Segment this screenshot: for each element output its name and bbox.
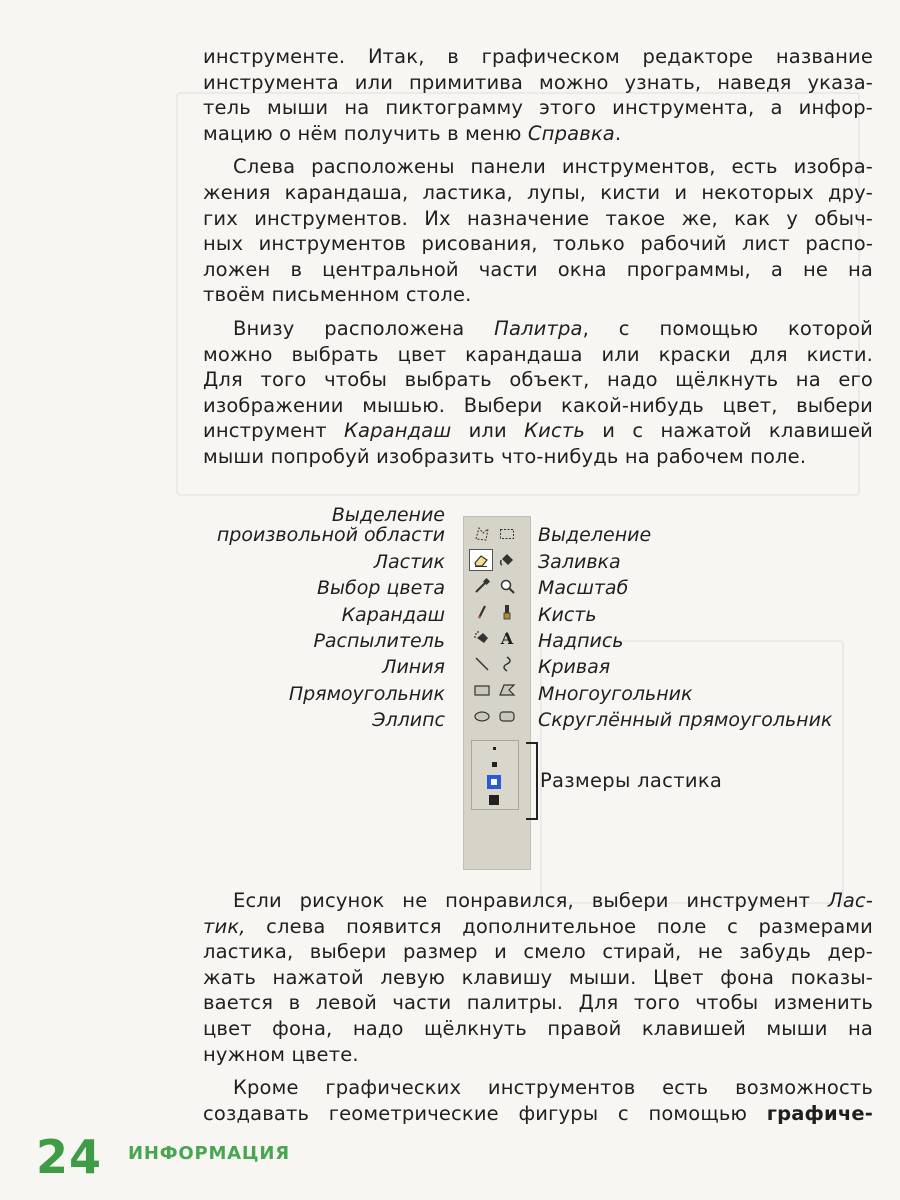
text-line: тик, слева появится дополнительное поле с размерами — [203, 914, 873, 938]
text-line: инструмент Карандаш или Кисть и с нажатой клавишей — [203, 419, 873, 443]
color-picker-tool[interactable] — [470, 575, 494, 597]
eraser-term: Лас- — [828, 889, 873, 912]
eraser-icon — [472, 551, 490, 569]
pencil-term: Карандаш — [344, 419, 452, 443]
eraser-tool[interactable] — [469, 549, 493, 571]
label-airbrush: Распылитель — [313, 630, 445, 652]
paint-toolbar — [463, 516, 531, 870]
text-line: твоём письменном столе. — [203, 283, 472, 307]
rounded-rectangle-icon — [498, 707, 516, 725]
text-line: гих инструментов. Их назначение такое же, как у обыч- — [203, 206, 873, 230]
curve-icon — [498, 655, 516, 673]
text-line: нужном цвете. — [203, 1042, 359, 1066]
text-line: изображении мышью. Выбери какой-нибудь цвет, выбери — [203, 393, 873, 417]
label-ellipse: Эллипс — [372, 709, 445, 731]
text-line: цвет фона, надо щёлкнуть правой клавишей мыши на — [203, 1016, 873, 1040]
text-line: ных инструментов рисования, только рабочий лист распо- — [203, 232, 873, 256]
label-fill: Заливка — [538, 551, 621, 573]
text-block-top — [203, 44, 873, 478]
text-line: вается в левой части палитры. Для того чтобы изменить — [203, 991, 873, 1015]
rect-select-icon — [498, 525, 516, 543]
text-line: Для того чтобы выбрать объект, надо щёлкнуть на его — [203, 368, 873, 392]
text-line: Если рисунок не понравился, выбери инструмент Лас- — [233, 889, 873, 912]
label-brush: Кисть — [538, 604, 597, 626]
eraser-size-4[interactable] — [489, 795, 499, 805]
text-line: жать нажатой левую клавишу мыши. Цвет фона показы- — [203, 965, 873, 989]
text-block-bottom — [203, 888, 873, 1134]
rectangle-icon — [473, 681, 491, 699]
paint-bucket-icon — [498, 551, 516, 569]
text-line: создавать геометрические фигуры с помощью графиче- — [203, 1101, 873, 1125]
label-free-select-2: произвольной области — [216, 524, 445, 546]
paragraph-5 — [203, 1075, 873, 1126]
spray-can-icon — [473, 629, 491, 647]
label-zoom: Масштаб — [538, 577, 629, 599]
pencil-icon — [473, 603, 491, 621]
eyedropper-icon — [473, 577, 491, 595]
free-select-tool[interactable] — [470, 523, 494, 545]
label-line: Линия — [382, 656, 445, 678]
zoom-tool[interactable] — [495, 575, 519, 597]
rectangle-tool[interactable] — [470, 679, 494, 701]
text-line: мыши попробуй изобразить что-нибудь на рабочем поле. — [203, 444, 807, 468]
eraser-size-2[interactable] — [492, 762, 497, 767]
label-eraser: Ластик — [373, 551, 445, 573]
curve-tool[interactable] — [495, 653, 519, 675]
label-curve: Кривая — [538, 656, 611, 678]
label-pencil: Карандаш — [341, 604, 445, 626]
polygon-icon — [498, 681, 516, 699]
paragraph-1 — [203, 44, 873, 146]
free-select-icon — [473, 525, 491, 543]
text-line: ложен в центральной части окна программы, а не на — [203, 257, 873, 281]
label-rounded-rectangle: Скруглённый прямоугольник — [538, 709, 833, 731]
label-free-select-1: Выделение — [331, 504, 445, 526]
ellipse-icon — [473, 707, 491, 725]
text-line: инструмента или примитива можно узнать, наведя указа- — [203, 70, 873, 94]
label-select: Выделение — [538, 524, 652, 546]
paragraph-4 — [203, 888, 873, 1067]
graphic-term: графиче- — [766, 1101, 873, 1125]
eraser-size-selector — [471, 740, 519, 810]
text-line: Внизу расположена Палитра, с помощью которой — [233, 316, 873, 340]
line-icon — [473, 655, 491, 673]
paragraph-3 — [203, 316, 873, 470]
brush-tool[interactable] — [495, 601, 519, 623]
text-line: можно выбрать цвет карандаша или краски для кисти. — [203, 342, 873, 366]
subject-title: ИНФОРМАЦИЯ — [128, 1143, 290, 1164]
magnifier-icon — [498, 577, 516, 595]
eraser-size-1[interactable] — [493, 747, 496, 750]
letter-a-icon: A — [500, 628, 514, 648]
label-color-picker: Выбор цвета — [316, 577, 445, 599]
polygon-tool[interactable] — [495, 679, 519, 701]
page-number: 24 — [36, 1130, 103, 1184]
eraser-sizes-label: Размеры ластика — [540, 769, 723, 792]
brush-icon — [498, 603, 516, 621]
eraser-size-3-selected[interactable] — [487, 775, 501, 789]
paragraph-2 — [203, 154, 873, 308]
eraser-size-bracket — [526, 742, 538, 820]
palette-term: Палитра — [494, 316, 583, 340]
label-rectangle: Прямоугольник — [288, 683, 445, 705]
rounded-rectangle-tool[interactable] — [495, 705, 519, 727]
ellipse-tool[interactable] — [470, 705, 494, 727]
text-line: Слева расположены панели инструментов, есть изобра- — [233, 155, 873, 179]
text-line: мацию о нём получить в меню Справка. — [203, 121, 622, 145]
airbrush-tool[interactable] — [470, 627, 494, 649]
fill-tool[interactable] — [495, 549, 519, 571]
text-line: тель мыши на пиктограмму этого инструмента, а инфор- — [203, 96, 873, 120]
text-line: жения карандаша, ластика, лупы, кисти и некоторых дру- — [203, 180, 873, 204]
menu-name-help: Справка — [527, 121, 615, 145]
pencil-tool[interactable] — [470, 601, 494, 623]
line-tool[interactable] — [470, 653, 494, 675]
text-line: инструменте. Итак, в графическом редакторе название — [203, 45, 873, 68]
text-line: ластика, выбери размер и смело стирай, не забудь дер- — [203, 940, 873, 964]
label-polygon: Многоугольник — [538, 683, 693, 705]
brush-term: Кисть — [524, 419, 585, 443]
select-tool[interactable] — [495, 523, 519, 545]
label-text: Надпись — [538, 630, 624, 652]
text-tool[interactable] — [495, 627, 519, 649]
text-line: Кроме графических инструментов есть возможность — [233, 1076, 873, 1100]
